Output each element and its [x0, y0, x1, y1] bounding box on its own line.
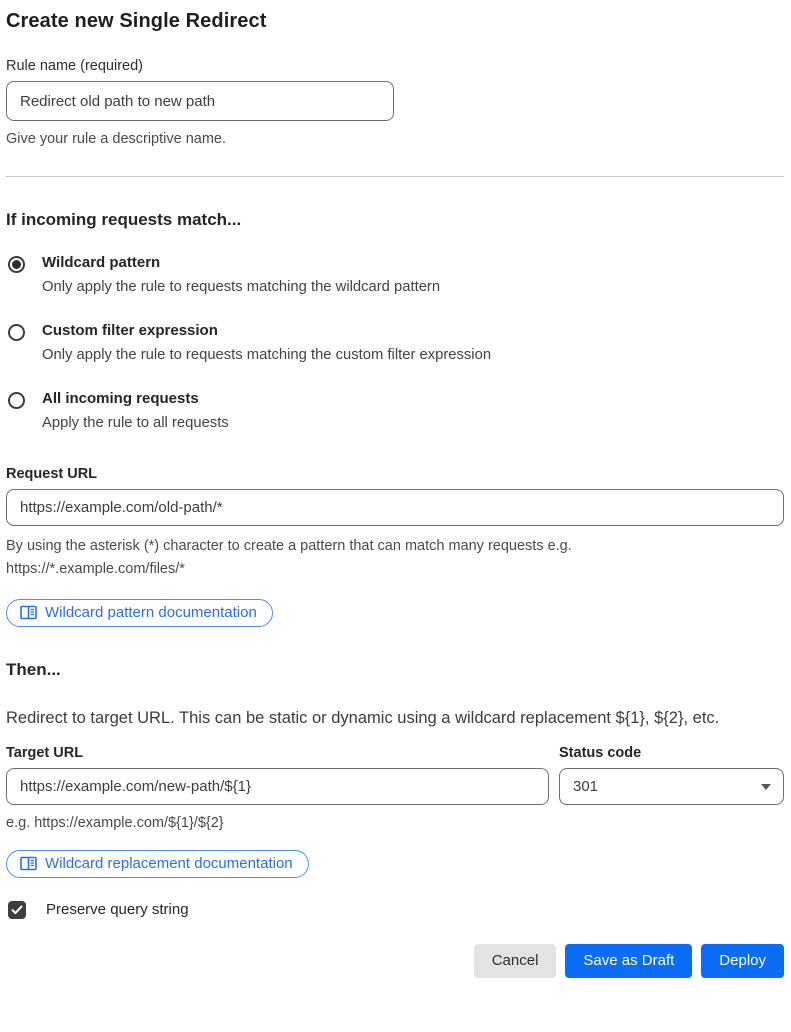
status-code-value: 301: [573, 778, 599, 796]
radio-label: All incoming requests: [42, 389, 199, 407]
request-url-help-line1: By using the asterisk (*) character to create a pattern that can match many requests e.g.: [6, 538, 572, 555]
doc-button-label: Wildcard pattern documentation: [45, 603, 257, 621]
preserve-query-row[interactable]: [6, 901, 784, 919]
then-section-heading: Then...: [6, 659, 61, 679]
radio-icon: [8, 392, 25, 409]
radio-label: Wildcard pattern: [42, 254, 161, 272]
page-title: Create new Single Redirect: [6, 10, 267, 32]
save-as-draft-button[interactable]: Save as Draft: [565, 944, 692, 978]
match-type-radio-group: [6, 254, 784, 433]
book-icon: [20, 605, 37, 620]
radio-icon: [8, 324, 25, 341]
target-url-input[interactable]: [6, 768, 549, 805]
rule-name-label: Rule name (required): [6, 58, 144, 74]
target-url-label: Target URL: [6, 745, 84, 762]
radio-description: Only apply the rule to requests matching the wildcard pattern: [42, 279, 441, 296]
radio-description: Only apply the rule to requests matching the custom filter expression: [42, 346, 492, 363]
radio-icon: [8, 256, 25, 273]
radio-option-custom-filter[interactable]: [6, 322, 784, 366]
request-url-help-line2: https://*.example.com/files/*: [6, 561, 185, 578]
book-icon: [20, 856, 37, 871]
cancel-button[interactable]: Cancel: [474, 944, 557, 978]
doc-button-label: Wildcard replacement documentation: [45, 854, 293, 872]
radio-description: Apply the rule to all requests: [42, 414, 229, 431]
request-url-help: [6, 535, 784, 581]
then-description: Redirect to target URL. This can be static or dynamic using a wildcard replacement ${1}, ${2}, etc.: [6, 708, 720, 727]
radio-option-all-requests[interactable]: [6, 390, 784, 434]
rule-name-input[interactable]: [6, 81, 394, 121]
deploy-button[interactable]: Deploy: [701, 944, 784, 978]
preserve-query-label: Preserve query string: [46, 901, 189, 919]
wildcard-replacement-docs-button[interactable]: [6, 850, 309, 878]
action-bar: [6, 944, 784, 978]
status-code-label: Status code: [559, 745, 642, 762]
wildcard-pattern-docs-button[interactable]: [6, 599, 273, 627]
checkbox-icon: [8, 901, 26, 919]
chevron-down-icon: [761, 784, 771, 790]
radio-label: Custom filter expression: [42, 321, 218, 339]
status-code-select[interactable]: [559, 768, 784, 805]
request-url-label: Request URL: [6, 466, 98, 483]
target-url-help: e.g. https://example.com/${1}/${2}: [6, 815, 224, 832]
request-url-input[interactable]: [6, 489, 784, 526]
rule-name-help: Give your rule a descriptive name.: [6, 131, 227, 147]
match-section-heading: If incoming requests match...: [6, 210, 242, 230]
section-divider: [6, 176, 784, 177]
radio-option-wildcard-pattern[interactable]: [6, 254, 784, 298]
